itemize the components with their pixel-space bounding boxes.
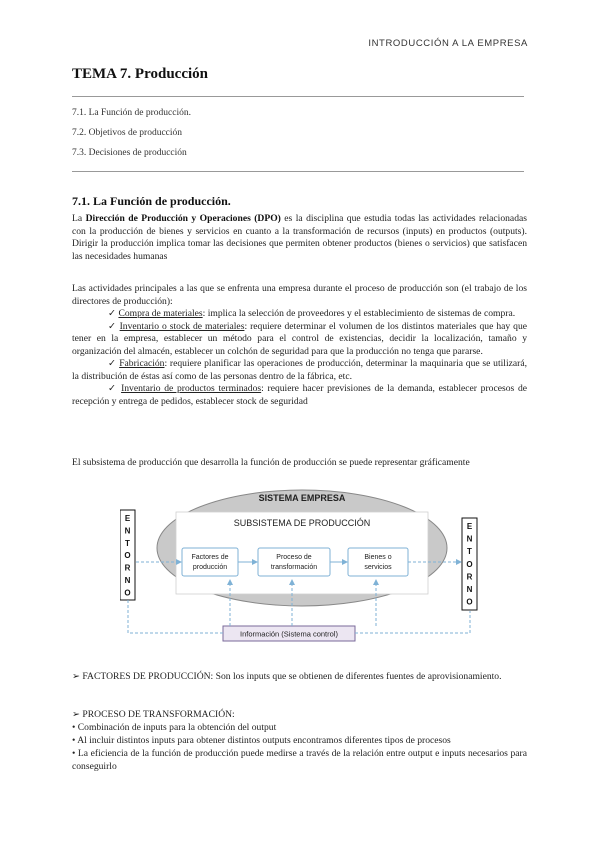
inputs-label: Factores de	[191, 554, 229, 561]
process-bullet: • Al incluir distintos inputs para obtener distintos outputs encontramos diferentes tipos de procesos	[72, 735, 451, 746]
feedback-line	[128, 600, 223, 633]
environment-letter: O	[466, 597, 473, 607]
activities-list	[72, 308, 527, 408]
outputs-label: servicios	[364, 564, 392, 571]
process-bullet: • La eficiencia de la función de producción puede medirse a través de la relación entre output e inputs necesarios para conseguirlo	[72, 748, 527, 772]
outputs-box	[348, 548, 408, 576]
process-label: transformación	[270, 564, 318, 571]
inputs-box	[182, 548, 238, 576]
divider	[72, 171, 524, 172]
intro-paragraph: La Dirección de Producción y Operaciones (DPO) es la disciplina que estudia todas las actividades relacionadas con la producción de bienes y servicios en cuanto a la transformación de recursos (inputs) en productos (outputs). Dirigir la producción implica tomar las decisiones que permiten obtener productos (bienes o servicios) que satisfacen las necesidades humanas	[72, 213, 527, 262]
list-item: ✓ Inventario de productos terminados: requiere hacer previsiones de la demanda, establecer procesos de recepción y entrega de pedidos, establecer stock de seguridad	[72, 383, 527, 407]
subsystem-paragraph: El subsistema de producción que desarrolla la función de producción se puede representar gráficamente	[72, 457, 470, 468]
activities-intro: Las actividades principales a las que se enfrenta una empresa durante el proceso de producción son (el trabajo de los directores de producción):	[72, 283, 527, 307]
info-label: Información (Sistema control)	[240, 629, 338, 639]
environment-letter: T	[467, 547, 472, 557]
divider	[72, 96, 524, 97]
environment-letter: O	[124, 551, 131, 561]
running-header: INTRODUCCIÓN A LA EMPRESA	[368, 38, 528, 49]
list-item: ✓ Inventario o stock de materiales: requiere determinar el volumen de los distintos materiales que hay que tener en la empresa, establecer un método para el control de existencias, decidir la localización, tamaño y organización del almacén, establecer un colchón de seguridad para que la producción no tenga que pararse.	[72, 320, 528, 357]
toc-item: 7.1. La Función de producción.	[72, 108, 191, 118]
process-label: Proceso de	[276, 554, 312, 561]
process-bullet: • Combinación de inputs para la obtención del output	[72, 722, 277, 733]
list-item: ✓ Fabricación: requiere planificar las operaciones de producción, determinar la maquinaria que se utilizará, la distribución de éstas así como de las personas dentro de la fábrica, etc.	[72, 358, 527, 382]
process-heading: ➢ PROCESO DE TRANSFORMACIÓN:	[72, 709, 235, 720]
list-item: ✓ Compra de materiales: implica la selección de proveedores y el establecimiento de sistemas de compra.	[108, 308, 516, 319]
environment-letter: N	[124, 576, 131, 585]
toc-item: 7.3. Decisiones de producción	[72, 148, 187, 158]
toc-item: 7.2. Objetivos de producción	[72, 128, 183, 138]
environment-letter: N	[124, 526, 131, 536]
feedback-line	[355, 611, 470, 633]
environment-letter: E	[466, 522, 473, 531]
environment-letter: E	[124, 514, 131, 523]
environment-letter: N	[466, 585, 473, 594]
environment-letter: T	[125, 538, 130, 548]
inputs-label: producción	[192, 564, 228, 571]
factors-paragraph: ➢ FACTORES DE PRODUCCIÓN: Son los inputs que se obtienen de diferentes fuentes de aprovisionamiento.	[72, 671, 502, 682]
page-title: TEMA 7. Producción	[72, 66, 208, 82]
subsystem-label: SUBSISTEMA DE PRODUCCIÓN	[233, 518, 371, 528]
environment-letter: R	[124, 563, 131, 573]
environment-letter: O	[466, 559, 473, 569]
production-diagram	[120, 488, 485, 648]
system-label: SISTEMA EMPRESA	[258, 493, 346, 503]
environment-letter: O	[124, 588, 131, 598]
environment-letter: N	[466, 534, 473, 544]
process-box	[258, 548, 330, 576]
outputs-label: Bienes o	[364, 554, 392, 561]
environment-letter: R	[466, 572, 473, 582]
section-heading: 7.1. La Función de producción.	[72, 194, 231, 208]
